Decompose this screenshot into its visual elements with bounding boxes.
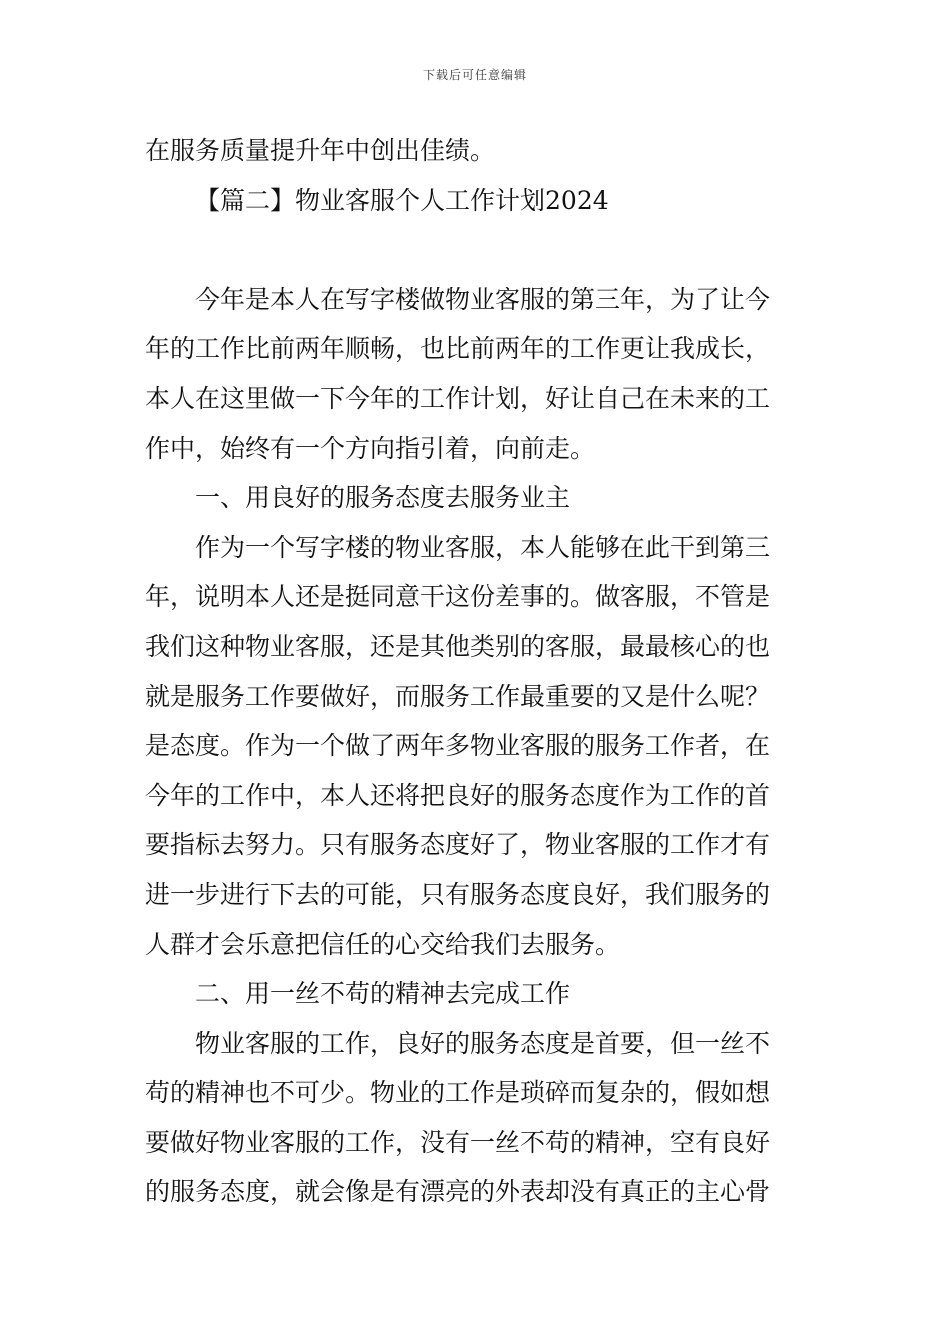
page-header-note: 下载后可任意编辑 — [422, 68, 527, 82]
blank-line — [145, 225, 807, 275]
subheading-two: 二、用一丝不苟的精神去完成工作 — [195, 979, 571, 1009]
paragraph-first-line: 物业客服的工作，良好的服务态度是首要，但一丝不 — [195, 1028, 771, 1058]
text-line: 年的工作比前两年顺畅，也比前两年的工作更让我成长， — [145, 334, 771, 364]
text-line: 年，说明本人还是挺同意干这份差事的。做客服，不管是 — [145, 582, 771, 612]
text-line: 作中，始终有一个方向指引着，向前走。 — [145, 433, 596, 463]
text-line: 苟的精神也不可少。物业的工作是琐碎而复杂的，假如想 — [145, 1078, 771, 1108]
text-line: 我们这种物业客服，还是其他类别的客服，最最核心的也 — [145, 631, 771, 661]
text-line: 今年的工作中，本人还将把良好的服务态度作为工作的首 — [145, 780, 771, 810]
paragraph-first-line: 作为一个写字楼的物业客服，本人能够在此干到第三 — [195, 532, 771, 562]
text-line: 要指标去努力。只有服务态度好了，物业客服的工作才有 — [145, 830, 771, 860]
text-line: 进一步进行下去的可能，只有服务态度良好，我们服务的 — [145, 879, 771, 909]
text-line: 在服务质量提升年中创出佳绩。 — [145, 136, 496, 165]
text-line: 就是服务工作要做好，而服务工作最重要的又是什么呢？ — [145, 681, 771, 711]
text-line: 是态度。作为一个做了两年多物业客服的服务工作者，在 — [145, 731, 771, 761]
section-title: 【篇二】物业客服个人工作计划2024 — [195, 185, 609, 215]
text-line: 本人在这里做一下今年的工作计划，好让自己在未来的工 — [145, 383, 771, 413]
text-line: 要做好物业客服的工作，没有一丝不苟的精神，空有良好 — [145, 1127, 771, 1157]
text-line: 的服务态度，就会像是有漂亮的外表却没有真正的主心骨 — [145, 1177, 771, 1207]
subheading-one: 一、用良好的服务态度去服务业主 — [195, 483, 571, 513]
document-body — [145, 126, 807, 1217]
text-line: 人群才会乐意把信任的心交给我们去服务。 — [145, 929, 621, 959]
paragraph-first-line: 今年是本人在写字楼做物业客服的第三年，为了让今 — [195, 284, 771, 314]
